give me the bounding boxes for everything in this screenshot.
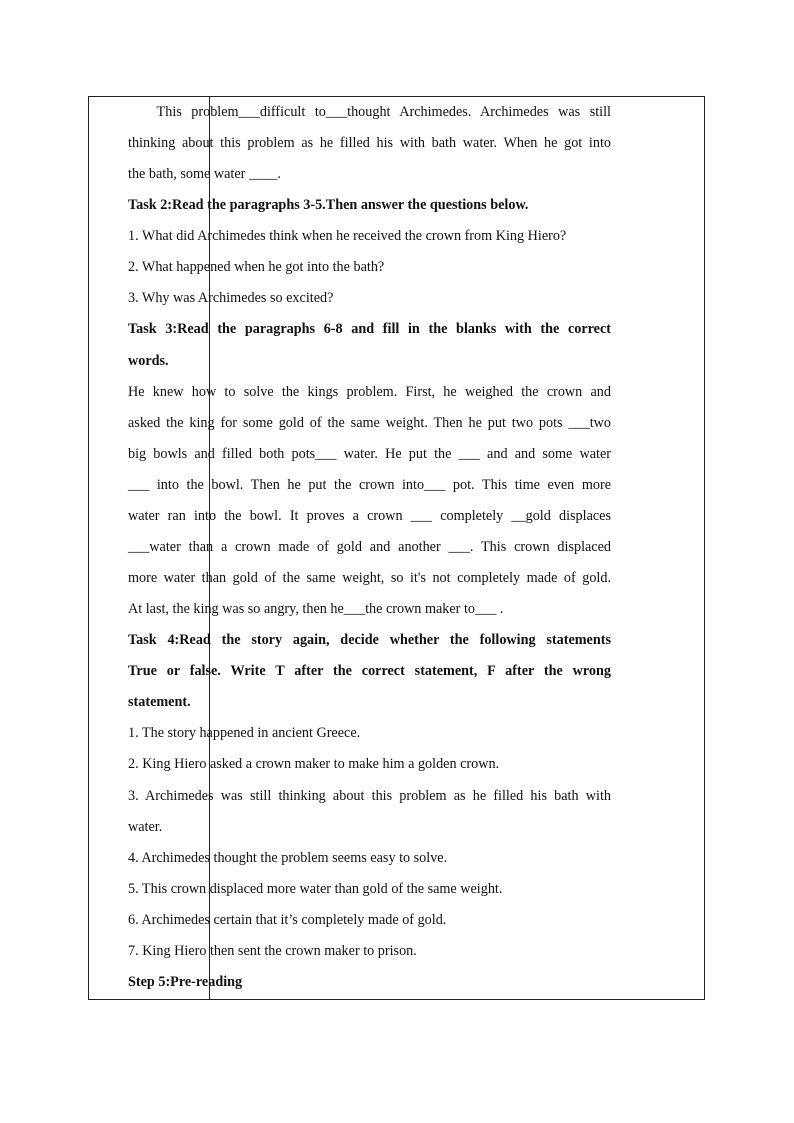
text-line: He knew how to solve the kings problem. First, he weighed the crown and [128,383,611,400]
step5-heading: Step 5:Pre-reading [128,973,243,990]
task4-heading: True or false. Write T after the correct statement, F after the wrong [128,663,611,680]
passage-line: This problem___difficult to___thought Archimedes. Archimedes was still [128,104,611,120]
text-line: 2. What happened when he got into the bath? [128,259,385,276]
text-line: At last, the king was so angry, then he___the crown maker to___ . [128,601,504,618]
text-line: more water than gold of the same weight, so it's not completely made of gold. [128,570,611,587]
task2-heading: Task 2:Read the paragraphs 3-5.Then answer the questions below. [128,197,529,214]
text-line: ___water than a crown made of gold and another ___. This crown displaced [128,538,611,555]
task3-heading: words. [128,352,169,369]
text-line: water. [128,818,163,835]
text-line: 1. The story happened in ancient Greece. [128,725,361,742]
text-line: 4. Archimedes thought the problem seems easy to solve. [128,849,448,866]
text-line: 1. What did Archimedes think when he received the crown from King Hiero? [128,228,567,245]
text-line: 5. This crown displaced more water than gold of the same weight. [128,880,503,897]
text-line: water ran into the bowl. It proves a crown ___ completely __gold displaces [128,507,611,524]
text-line: 2. King Hiero asked a crown maker to make him a golden crown. [128,756,500,773]
task3-heading: Task 3:Read the paragraphs 6-8 and fill in the blanks with the correct [128,321,611,338]
text-line: 3. Archimedes was still thinking about this problem as he filled his bath with [128,787,611,804]
text-line: 3. Why was Archimedes so excited? [128,290,334,307]
task4-heading: statement. [128,694,191,711]
task4-heading: Task 4:Read the story again, decide whether the following statements [128,632,611,649]
text-line: thinking about this problem as he filled his with bath water. When he got into [128,135,611,152]
text-line: asked the king for some gold of the same weight. Then he put two pots ___two [128,414,611,431]
text-line: 6. Archimedes certain that it’s completely made of gold. [128,911,447,928]
text-line: big bowls and filled both pots___ water. He put the ___ and and some water [128,445,611,462]
text-line: 7. King Hiero then sent the crown maker to prison. [128,942,417,959]
text-line: ___ into the bowl. Then he put the crown into___ pot. This time even more [128,476,611,493]
text-line: the bath, some water ____. [128,166,281,183]
